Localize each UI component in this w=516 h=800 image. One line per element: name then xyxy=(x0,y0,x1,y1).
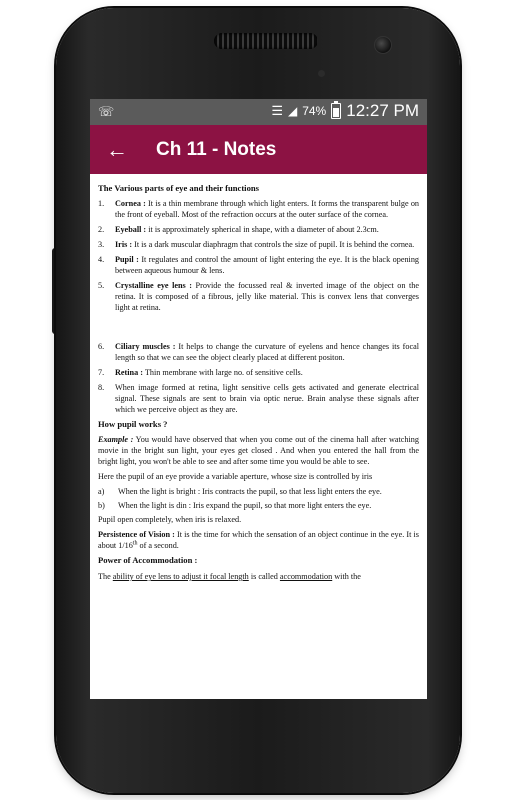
list-item xyxy=(98,382,419,415)
list-term: Retina : xyxy=(115,368,143,377)
section-heading: Power of Accommodation : xyxy=(98,555,198,565)
list-description: It is a dark muscular diaphragm that controls the size of pupil. It is behind the cornea. xyxy=(134,240,415,249)
list-description: Thin membrane with large no. of sensitive cells. xyxy=(144,368,303,377)
list-text xyxy=(115,254,419,276)
notes-content xyxy=(90,174,427,582)
list-description: It helps to change the curvature of eyelens and hence changes its focal length so that we can see the object clearly placed at different positon. xyxy=(115,342,420,362)
section-heading: The Various parts of eye and their functions xyxy=(98,183,259,193)
list-item xyxy=(98,254,419,276)
list-item xyxy=(98,341,419,363)
list-item xyxy=(98,224,419,235)
status-bar xyxy=(90,99,427,125)
persistence-paragraph xyxy=(98,529,419,551)
persistence-text-end: of a second. xyxy=(137,541,179,550)
sub-list-label: b) xyxy=(98,501,105,510)
app-notification-icon: ☏ xyxy=(98,104,115,119)
proximity-sensor xyxy=(318,70,325,77)
list-term: Ciliary muscles : xyxy=(115,342,176,351)
list-text xyxy=(115,224,419,235)
list-term: Cornea : xyxy=(115,199,146,208)
section-heading: How pupil works ? xyxy=(98,419,168,429)
battery-icon xyxy=(331,103,341,119)
list-item xyxy=(98,239,419,250)
accom-text-mid: is called xyxy=(248,572,280,581)
sub-list-item xyxy=(98,486,419,497)
front-camera xyxy=(374,36,392,54)
accommodation-paragraph xyxy=(98,571,419,582)
list-text xyxy=(115,198,419,220)
list-item xyxy=(98,280,419,313)
accom-text-end: with the xyxy=(332,572,361,581)
list-text xyxy=(115,367,419,378)
earpiece-speaker xyxy=(214,33,318,49)
list-number: 3. xyxy=(98,240,105,249)
list-term: Iris : xyxy=(115,240,133,249)
sub-list-text: When the light is din : Iris expand the pupil, so that more light enters the eye. xyxy=(118,501,372,510)
app-bar xyxy=(90,125,427,174)
list-number: 1. xyxy=(98,199,105,208)
clock: 12:27 PM xyxy=(346,101,419,120)
persistence-text: It is the time for which the sensation of an object continue in the eye. It is about 1/16 xyxy=(98,530,419,550)
list-item xyxy=(98,198,419,220)
sub-list-item xyxy=(98,500,419,511)
list-text xyxy=(115,382,419,415)
pupil-open-paragraph: Pupil open completely, when iris is relaxed. xyxy=(98,515,242,524)
example-text: You would have observed that when you come out of the cinema hall after watching movie in the bright sun light, your eyes get closed . And when you entered the hall from the bright light, you won't be able to see and after some time you would be able to see. xyxy=(98,435,419,466)
list-description: Provide the focussed real & inverted image of the object on the retina. It is composed of a fibrous, jelly like material. This is convex lens that converges light at retina. xyxy=(115,281,420,312)
list-description: When image formed at retina, light sensitive cells gets activated and generate electrical signal. These signals are sent to brain via optic nerue. Brain analyse these signals after which we perceive object as they are. xyxy=(115,383,419,414)
accom-text: The xyxy=(98,572,113,581)
signal-icon: ◢ xyxy=(287,104,298,118)
wifi-icon: ☰ xyxy=(271,103,283,118)
list-number: 5. xyxy=(98,281,105,290)
accom-underline-1: ability of eye lens to adjust it focal length xyxy=(112,572,249,581)
list-number: 4. xyxy=(98,255,105,264)
sub-list-text: When the light is bright : Iris contracts the pupil, so that less light enters the eye. xyxy=(118,487,382,496)
persistence-sup: th xyxy=(132,540,138,547)
list-term: Crystalline eye lens : xyxy=(115,281,192,290)
battery-percent: 74% xyxy=(302,104,327,118)
arrow-left-icon[interactable]: ← xyxy=(106,136,128,162)
list-description: it is approximately spherical in shape, with a diameter of about 2.3cm. xyxy=(148,225,379,234)
status-right xyxy=(271,101,419,121)
persistence-label: Persistence of Vision : xyxy=(98,530,175,539)
list-number: 8. xyxy=(98,383,105,392)
page-title: Ch 11 - Notes xyxy=(156,138,277,160)
list-number: 7. xyxy=(98,368,105,377)
list-term: Pupil : xyxy=(115,255,139,264)
iris-paragraph: Here the pupil of an eye provide a variable aperture, whose size is controlled by iris xyxy=(98,472,373,481)
phone-screen xyxy=(90,99,427,699)
sub-list-label: a) xyxy=(98,487,105,496)
list-number: 2. xyxy=(98,225,105,234)
list-gap xyxy=(98,317,419,341)
list-description: It is a thin membrane through which light enters. It forms the transparent bulge on the front of eyeball. Most of the refraction occurs at the outer surface of the cornea. xyxy=(115,199,420,219)
list-item xyxy=(98,367,419,378)
example-label: Example : xyxy=(98,435,134,444)
list-text xyxy=(115,341,419,363)
list-term: Eyeball : xyxy=(115,225,147,234)
list-text xyxy=(115,239,419,250)
example-paragraph xyxy=(98,434,419,467)
accom-underline-2: accommodation xyxy=(279,572,333,581)
list-description: It regulates and control the amount of light entering the eye. It is the black opening between aqueous humour & lens. xyxy=(115,255,420,275)
list-text xyxy=(115,280,419,313)
list-number: 6. xyxy=(98,342,105,351)
